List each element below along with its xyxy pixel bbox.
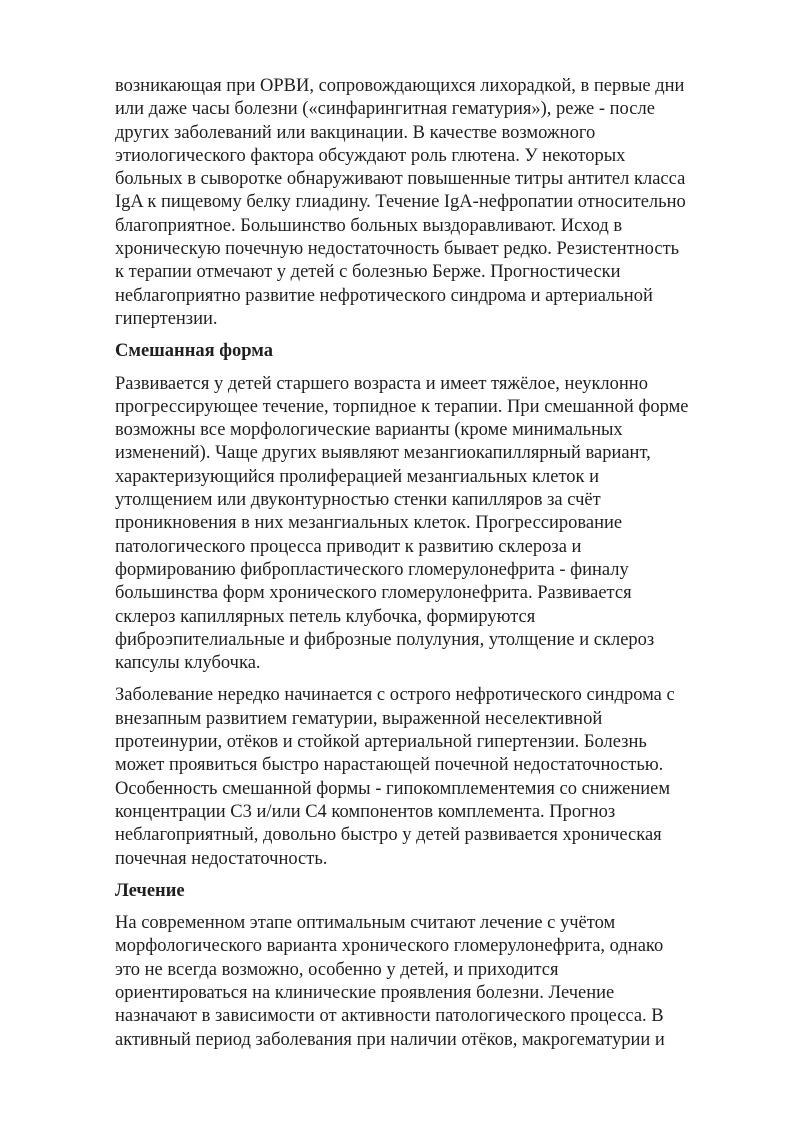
text-line: к терапии отмечают у детей с болезнью Берже. Прогностически bbox=[115, 262, 621, 283]
text-line: Лечение bbox=[115, 880, 185, 901]
text-line: ориентироваться на клинические проявления болезни. Лечение bbox=[115, 982, 615, 1003]
text-line: патологического процесса приводит к развитию склероза и bbox=[115, 536, 582, 557]
text-line: почечная недостаточность. bbox=[115, 848, 328, 869]
text-line: этиологического фактора обсуждают роль глютена. У некоторых bbox=[115, 145, 626, 166]
body-paragraph bbox=[115, 912, 745, 1052]
text-line: характеризующийся пролиферацией мезангиальных клеток и bbox=[115, 466, 600, 487]
text-line: хроническую почечную недостаточность бывает редко. Резистентность bbox=[115, 239, 680, 260]
document-page bbox=[115, 75, 745, 1061]
text-line: или даже часы болезни («синфарингитная гематурия»), реже - после bbox=[115, 99, 655, 120]
body-paragraph bbox=[115, 684, 745, 870]
text-line: проникновения в них мезангиальных клеток. Прогрессирование bbox=[115, 513, 623, 534]
text-line: утолщением или двуконтурностью стенки капилляров за счёт bbox=[115, 490, 601, 511]
text-line: может проявиться быстро нарастающей почечной недостаточностью. bbox=[115, 755, 664, 776]
text-line: изменений). Чаще других выявляют мезангиокапиллярный вариант, bbox=[115, 443, 651, 464]
text-line: возникающая при ОРВИ, сопровождающихся лихорадкой, в первые дни bbox=[115, 76, 685, 96]
text-line: неблагоприятно развитие нефротического синдрома и артериальной bbox=[115, 285, 653, 306]
text-line: прогрессирующее течение, торпидное к терапии. При смешанной форме bbox=[115, 396, 689, 417]
text-line: назначают в зависимости от активности патологического процесса. В bbox=[115, 1006, 664, 1027]
text-line: благоприятное. Большинство больных выздоравливают. Исход в bbox=[115, 215, 623, 236]
text-line: активный период заболевания при наличии отёков, макрогематурии и bbox=[115, 1029, 665, 1050]
text-line: это не всегда возможно, особенно у детей, и приходится bbox=[115, 959, 559, 980]
text-line: фиброэпителиальные и фиброзные полулуния, утолщение и склероз bbox=[115, 629, 655, 650]
body-paragraph bbox=[115, 373, 745, 676]
text-line: морфологического варианта хронического гломерулонефрита, однако bbox=[115, 936, 664, 957]
text-line: концентрации С3 и/или С4 компонентов комплемента. Прогноз bbox=[115, 801, 616, 822]
text-line: склероз капиллярных петель клубочка, формируются bbox=[115, 606, 536, 627]
text-line: формированию фибропластического гломерулонефрита - финалу bbox=[115, 559, 629, 580]
text-line: протеинурии, отёков и стойкой артериальной гипертензии. Болезнь bbox=[115, 732, 647, 753]
body-paragraph bbox=[115, 75, 745, 331]
text-line: большинства форм хронического гломерулонефрита. Развивается bbox=[115, 583, 632, 604]
section-heading bbox=[115, 880, 745, 903]
text-line: Смешанная форма bbox=[115, 341, 274, 362]
section-heading bbox=[115, 340, 745, 363]
text-line: Особенность смешанной формы - гипокомплементемия со снижением bbox=[115, 778, 671, 799]
text-line: Развивается у детей старшего возраста и имеет тяжёлое, неуклонно bbox=[115, 373, 648, 394]
text-line: других заболеваний или вакцинации. В качестве возможного bbox=[115, 122, 596, 143]
text-line: Заболевание нередко начинается с острого нефротического синдрома с bbox=[115, 685, 675, 706]
text-line: IgA к пищевому белку глиадину. Течение IgA-нефропатии относительно bbox=[115, 192, 686, 213]
text-line: На современном этапе оптимальным считают лечение с учётом bbox=[115, 913, 616, 934]
text-line: больных в сыворотке обнаруживают повышенные титры антител класса bbox=[115, 169, 686, 190]
text-line: внезапным развитием гематурии, выраженной неселективной bbox=[115, 708, 603, 729]
text-line: неблагоприятный, довольно быстро у детей развивается хроническая bbox=[115, 825, 662, 846]
text-line: возможны все морфологические варианты (кроме минимальных bbox=[115, 420, 623, 441]
text-line: гипертензии. bbox=[115, 308, 218, 329]
text-line: капсулы клубочка. bbox=[115, 653, 261, 674]
